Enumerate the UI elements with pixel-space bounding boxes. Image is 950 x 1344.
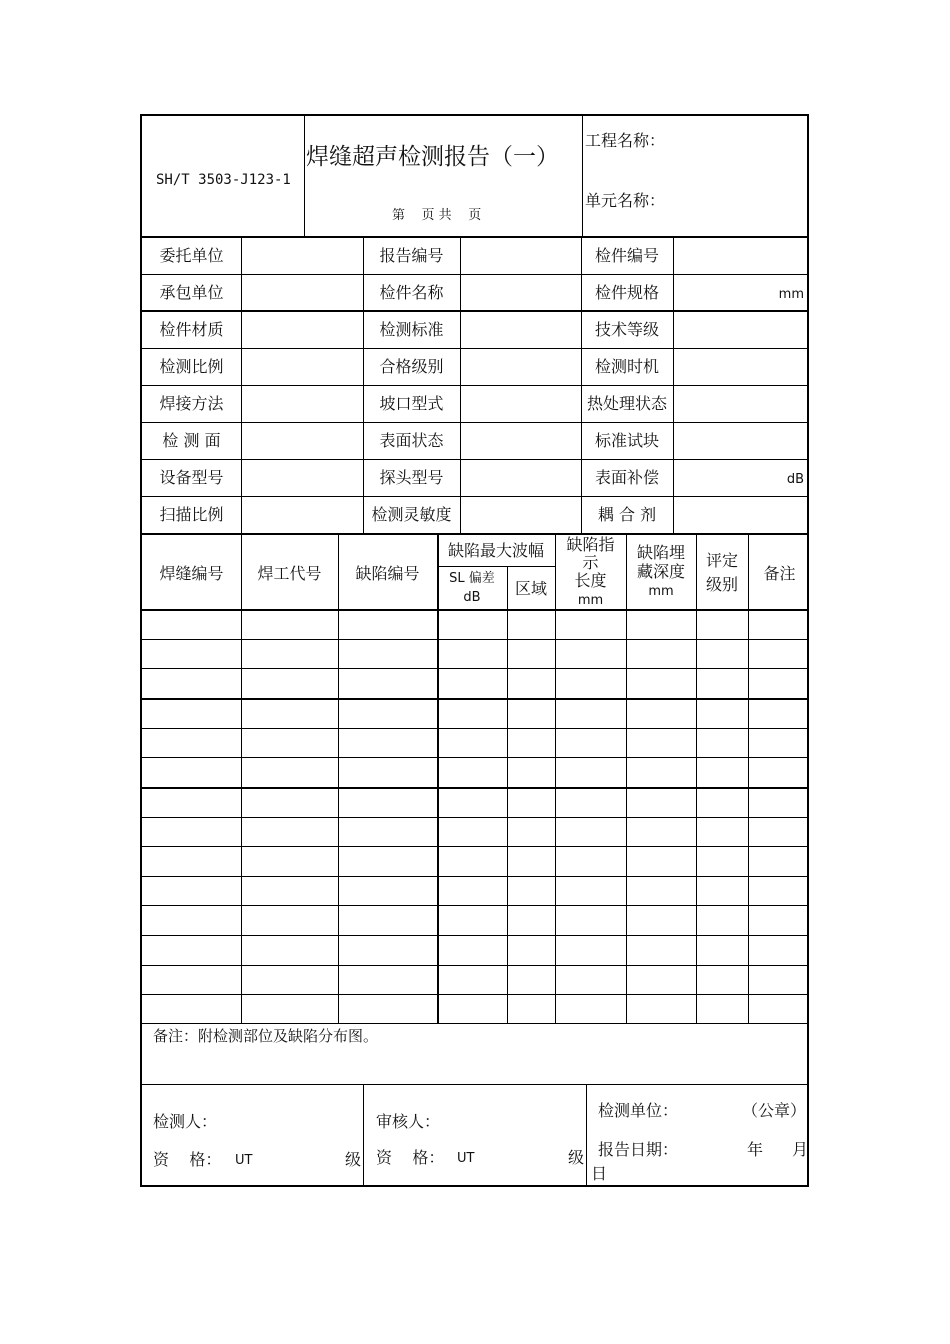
table-header-bottom-line bbox=[142, 609, 807, 611]
project-name-label: 工程名称： bbox=[585, 131, 666, 150]
col-remark: 备注 bbox=[763, 564, 796, 583]
data-row-line bbox=[142, 994, 807, 995]
footer-divider-2 bbox=[586, 1085, 587, 1187]
info-label: 坡口型式 bbox=[379, 394, 444, 413]
data-row-line bbox=[142, 965, 807, 966]
info-label: 热处理状态 bbox=[586, 394, 667, 413]
table-col-line bbox=[626, 534, 627, 1024]
data-row-line bbox=[142, 876, 807, 877]
header-divider-1 bbox=[304, 116, 305, 237]
header-divider-2 bbox=[582, 116, 583, 237]
standard-code: SH/T 3503-J123-1 bbox=[156, 172, 291, 188]
data-row-line bbox=[142, 787, 807, 789]
col-length-2: 示 bbox=[582, 553, 599, 572]
info-label: 焊接方法 bbox=[159, 394, 224, 413]
info-label: 扫描比例 bbox=[159, 505, 224, 524]
data-row-line bbox=[142, 846, 807, 847]
inspector-label: 检测人： bbox=[153, 1112, 218, 1131]
col-length-1: 缺陷指 bbox=[566, 535, 615, 554]
data-row-line bbox=[142, 905, 807, 906]
col-length-unit: mm bbox=[577, 593, 604, 608]
info-label: 标准试块 bbox=[594, 431, 659, 450]
header-bottom-line bbox=[142, 236, 807, 238]
col-depth-1: 缺陷埋 bbox=[636, 543, 685, 562]
report-date-label: 报告日期： bbox=[598, 1140, 679, 1159]
unit-name-label: 单元名称： bbox=[585, 191, 666, 210]
col-grade-2: 级别 bbox=[705, 575, 738, 594]
reviewer-qual-value: UT bbox=[457, 1151, 475, 1166]
info-label: 检测标准 bbox=[379, 320, 444, 339]
report-form bbox=[140, 114, 809, 1187]
table-col-line bbox=[748, 534, 749, 1024]
col-grade-1: 评定 bbox=[705, 551, 738, 570]
info-label: 检件规格 bbox=[594, 283, 659, 302]
info-label: 检件编号 bbox=[594, 246, 659, 265]
table-bottom-line bbox=[142, 1023, 807, 1024]
reviewer-qual-label: 资 格： bbox=[376, 1148, 445, 1167]
info-label: 设备型号 bbox=[159, 468, 224, 487]
info-label: 技术等级 bbox=[594, 320, 659, 339]
footer-divider-1 bbox=[363, 1085, 364, 1187]
info-label: 委托单位 bbox=[159, 246, 224, 265]
report-title: 焊缝超声检测报告（一） bbox=[306, 144, 559, 170]
info-row-line bbox=[142, 459, 807, 460]
info-label: 检测比例 bbox=[159, 357, 224, 376]
table-col-line bbox=[241, 534, 242, 1024]
data-row-line bbox=[142, 639, 807, 640]
table-col-line bbox=[696, 534, 697, 1024]
inspector-level: 级 bbox=[345, 1150, 362, 1169]
info-label: 检 测 面 bbox=[162, 431, 221, 450]
spec-unit: mm bbox=[778, 287, 804, 302]
data-row-line bbox=[142, 935, 807, 936]
info-label: 探头型号 bbox=[379, 468, 444, 487]
data-row-line bbox=[142, 817, 807, 818]
data-row-line bbox=[142, 698, 807, 700]
comp-unit: dB bbox=[786, 472, 804, 487]
reviewer-level: 级 bbox=[568, 1148, 585, 1167]
col-sl-deviation-unit: dB bbox=[463, 590, 481, 605]
info-label: 耦 合 剂 bbox=[597, 505, 657, 524]
info-label: 表面补偿 bbox=[594, 468, 659, 487]
info-label: 报告编号 bbox=[379, 246, 444, 265]
inspector-qual-label: 资 格： bbox=[153, 1150, 222, 1169]
notes-text: 备注：附检测部位及缺陷分布图。 bbox=[153, 1027, 379, 1045]
page-info: 第 页 共 页 bbox=[392, 208, 482, 223]
col-defect-no: 缺陷编号 bbox=[355, 564, 420, 583]
date-month: 月 bbox=[792, 1140, 809, 1159]
notes-bottom-line bbox=[142, 1084, 807, 1085]
table-col-line bbox=[507, 566, 508, 1024]
table-col-line bbox=[437, 534, 439, 1024]
info-row-line bbox=[142, 496, 807, 497]
org-label: 检测单位： bbox=[598, 1101, 679, 1120]
col-welder-code: 焊工代号 bbox=[257, 564, 322, 583]
data-row-line bbox=[142, 728, 807, 729]
info-label: 检测灵敏度 bbox=[371, 505, 452, 524]
col-sl-deviation: SL 偏差 bbox=[449, 571, 495, 586]
data-row-line bbox=[142, 757, 807, 758]
info-row-line bbox=[142, 385, 807, 386]
col-zone: 区域 bbox=[514, 579, 547, 598]
info-row-line bbox=[142, 274, 807, 275]
date-year: 年 bbox=[747, 1140, 764, 1159]
info-label: 承包单位 bbox=[159, 283, 224, 302]
info-label: 检测时机 bbox=[594, 357, 659, 376]
max-amp-split-line bbox=[437, 566, 555, 567]
date-day: 日 bbox=[591, 1164, 608, 1183]
reviewer-label: 审核人： bbox=[376, 1112, 441, 1131]
col-depth-unit: mm bbox=[648, 584, 674, 599]
seal-text: （公章） bbox=[741, 1101, 806, 1120]
col-length-3: 长度 bbox=[574, 571, 607, 590]
inspector-qual-value: UT bbox=[235, 1153, 253, 1168]
info-label: 检件材质 bbox=[159, 320, 224, 339]
col-max-amplitude: 缺陷最大波幅 bbox=[447, 541, 544, 560]
info-section-line bbox=[142, 310, 807, 312]
col-weld-no: 焊缝编号 bbox=[159, 564, 224, 583]
table-col-line bbox=[555, 534, 556, 1024]
info-label: 表面状态 bbox=[379, 431, 444, 450]
col-depth-2: 藏深度 bbox=[636, 562, 685, 581]
table-col-line bbox=[338, 534, 339, 1024]
data-row-line bbox=[142, 668, 807, 669]
info-row-line bbox=[142, 422, 807, 423]
info-label: 合格级别 bbox=[379, 357, 444, 376]
info-label: 检件名称 bbox=[379, 283, 444, 302]
info-row-line bbox=[142, 348, 807, 349]
